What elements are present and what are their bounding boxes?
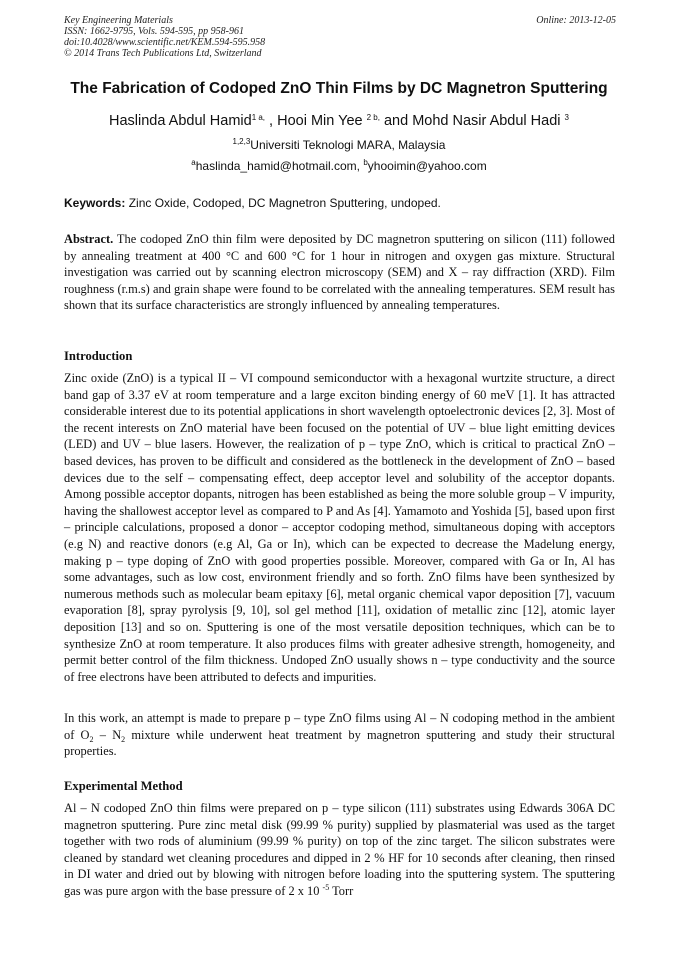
journal-header	[64, 15, 616, 59]
experimental-paragraph-1	[64, 800, 615, 900]
exp-sup: -5	[322, 882, 330, 892]
experimental-heading: Experimental Method	[64, 779, 183, 793]
author-2-sup: 2 b,	[366, 113, 380, 122]
affiliation	[40, 138, 638, 152]
exp-text-a: Al – N codoped ZnO thin films were prepared on p – type silicon (111) substrates using Edwards 306A DC magnetron sputtering. Pure zinc metal disk (99.99 % purity) supplied by plasmaterial was used as the target together with two rods of aluminium (99.99 % purity) on top of the zinc target. The silicon substrates were cleaned by standard wet cleaning procedures and dipped in 2 % HF for 10 seconds after cleaning, then rinsed in DI water and dried out by blowing with nitrogen before loading into the sputtering system. The sputtering gas was pure argon with the base pressure of 2 x 10	[64, 801, 615, 898]
keywords-text: Zinc Oxide, Codoped, DC Magnetron Sputtering, undoped.	[125, 196, 441, 210]
p2-sub-1: 2	[89, 734, 94, 744]
abstract	[64, 231, 615, 314]
author-2-name: Hooi Min Yee	[277, 113, 367, 129]
p2-sub-2: 2	[121, 734, 126, 744]
email-b: yhooimin@yahoo.com	[367, 159, 487, 173]
email-a-sup: a	[191, 158, 196, 167]
p2-text-a: In this work, an attempt is made to prepare p – type ZnO films using Al – N codoping method in the ambient of O	[64, 711, 615, 742]
abstract-label: Abstract.	[64, 232, 114, 246]
keywords-label: Keywords:	[64, 196, 126, 210]
author-separator: and	[379, 113, 413, 129]
author-emails	[40, 159, 638, 173]
email-b-sup: b	[363, 158, 368, 167]
journal-copyright: © 2014 Trans Tech Publications Ltd, Switzerland	[64, 48, 262, 59]
affiliation-text: Universiti Teknologi MARA, Malaysia	[250, 138, 446, 152]
author-separator: ,	[265, 113, 278, 129]
email-a: haslinda_hamid@hotmail.com,	[195, 159, 364, 173]
journal-name: Key Engineering Materials	[64, 15, 173, 26]
introduction-paragraph-2	[64, 710, 615, 760]
author-line	[40, 113, 638, 129]
introduction-heading: Introduction	[64, 349, 133, 363]
paper-title: The Fabrication of Codoped ZnO Thin Films by DC Magnetron Sputtering	[70, 80, 608, 97]
author-1-name: Haslinda Abdul Hamid	[109, 113, 252, 129]
abstract-text: The codoped ZnO thin film were deposited by DC magnetron sputtering on silicon (111) followed by annealing treatment at 400 °C and 600 °C for 1 hour in nitrogen and oxygen gas mixture. Structural investigation was carried out by scanning electron microscopy (SEM) and X – ray diffraction (XRD). Film roughness (r.m.s) and grain shape were found to be correlated with the annealing temperatures. SEM result has shown that its surface characteristics are strongly influenced by annealing temperatures.	[64, 232, 615, 313]
author-3-sup: 3	[564, 113, 569, 122]
introduction-paragraph-1: Zinc oxide (ZnO) is a typical II – VI compound semiconductor with a hexagonal wurtzite structure, a direct band gap of 3.37 eV at room temperature and a large exciton binding energy of 60 meV [1]. It has attracted considerable interest due to its potential applications in short wavelength optoelectronic devices [2, 3]. Most of the recent interests on ZnO material have been focused on the potential of UV – blue light emitting devices (LED) and UV – blue lasers. However, the realization of p – type ZnO, which is critical to practical ZnO – based devices, has proven to be difficult and considered as the bottleneck in the development of ZnO – based devices due to the self – compensating effect, deep acceptor level and solubility of the acceptor dopants. Among possible acceptor dopants, nitrogen has been established as being the more soluble group – V impurity, having the shallowest acceptor level as compared to P and As [4]. Yamamoto and Yoshida [5], based upon first – principle calculations, proposed a donor – acceptor codoping method, simultaneous doping with acceptors (e.g N) and reactive donors (e.g Al, Ga or In), which can be expected to decrease the Madelung energy, making p – type doping of ZnO with good properties possible. Moreover, compared with Ga or In, Al has some advantages, such as low cost, environment friendly and so forth. ZnO films have been synthesized by numerous methods such as molecular beam epitaxy [6], metal organic chemical vapor deposition [7], vacuum evaporation [8], spray pyrolysis [9, 10], sol gel method [11], oxidation of metallic zinc [12], atomic layer deposition [13] and so on. Sputtering is one of the most versatile deposition techniques, which can be to synthesize ZnO at room temperature. It also produces films with greater adhesive strength, homogeneity, and permit better control of the film thickness. Undoped ZnO usually shows n – type conductivity and the source of free electrons have been attributed to defects and impurities.	[64, 371, 615, 684]
exp-text-b: Torr	[329, 883, 354, 898]
author-1-sup: 1 a,	[251, 113, 266, 122]
journal-doi: doi:10.4028/www.scientific.net/KEM.594-595.958	[64, 37, 266, 48]
keywords	[64, 196, 616, 210]
p2-text-c: mixture while underwent heat treatment by magnetron sputtering and study their structural properties.	[64, 727, 615, 759]
online-date: Online: 2013-12-05	[536, 15, 616, 26]
journal-issn: ISSN: 1662-9795, Vols. 594-595, pp 958-961	[64, 26, 244, 37]
affiliation-sup: 1,2,3	[232, 137, 251, 146]
p2-text-b: – N	[93, 727, 122, 742]
author-3-name: Mohd Nasir Abdul Hadi	[412, 113, 565, 129]
